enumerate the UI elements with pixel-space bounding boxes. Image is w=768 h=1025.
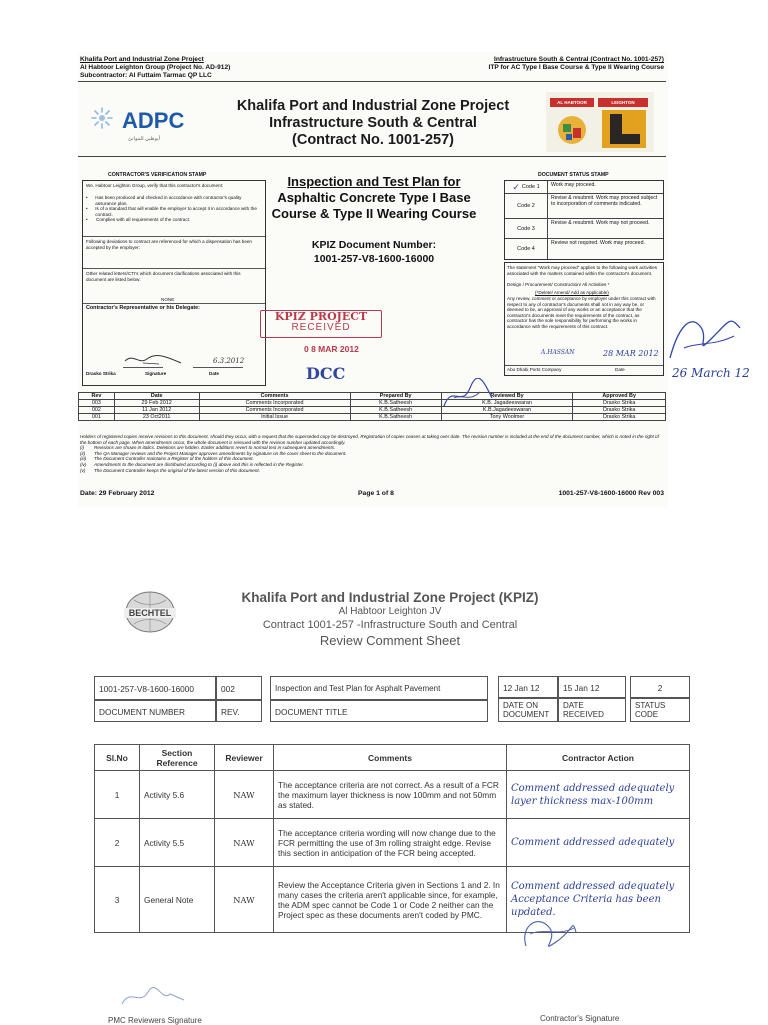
stamp-divider [83, 236, 265, 237]
revision-col-header: Reviewed By [441, 393, 573, 400]
kpiz-received-stamp [260, 310, 382, 338]
revision-notes [80, 434, 666, 473]
revision-header-row [79, 393, 666, 400]
itp-title-line: Asphaltic Concrete Type I Base [277, 190, 471, 205]
table-cell: K.B.Satheesh [350, 400, 441, 407]
comments-table [94, 744, 690, 933]
contractor-signature-label: Contractor's Signature [540, 1014, 620, 1023]
prepared-by-signature-icon [440, 378, 496, 412]
stamp-representative: Contractor's Representative or his Delegate: [86, 305, 200, 311]
signature-line [123, 367, 163, 368]
status-hand-name: A.HASSAN [541, 349, 575, 356]
doc-number-label: KPIZ Document Number: [311, 239, 437, 251]
table-cell: Comments Incorporated [199, 400, 350, 407]
status-code-label: Code 1 [521, 184, 540, 190]
table-row [79, 414, 666, 421]
comment-cell-action: Comment addressed adequately layer thickness max-100mm [507, 771, 690, 819]
contractor-verification-stamp [82, 180, 266, 386]
table-cell: Drasko Strika [573, 414, 666, 421]
checkmark-icon: ✓ [512, 181, 520, 192]
review-comment-sheet-title: Review Comment Sheet [319, 633, 461, 648]
status-sign-line [505, 365, 663, 366]
table-cell: K.B. Jagadeeswaran [441, 400, 573, 407]
bechtel-logo [120, 590, 180, 636]
kpiz-title: Khalifa Port and Industrial Zone Project (KPIZ) [241, 590, 539, 605]
table-row [79, 407, 666, 414]
revision-col-header: Approved By [573, 393, 666, 400]
comment-cell-no: 2 [95, 819, 140, 867]
project-title-line: Infrastructure South & Central [269, 115, 477, 131]
adpc-sun-icon [90, 106, 114, 130]
revision-col-header: Date [114, 393, 199, 400]
adpc-logo: ADPC [122, 108, 185, 133]
revision-note: The QA Manager reviews and the Project Manager approves amendments by signature on the cover sheet to the document. [94, 450, 347, 456]
header-left-line: Subcontractor: Al Futtaim Tarmac QP LLC [80, 72, 212, 79]
revision-note: The Document Controller keeps the original of the latest version of this document. [94, 467, 260, 473]
contractor-stamp-title: CONTRACTOR'S VERIFICATION STAMP [108, 172, 207, 178]
status-code-row [505, 181, 663, 194]
status-code-key: Code 3 [505, 219, 548, 238]
itp-title-line: Inspection and Test Plan for [287, 174, 461, 189]
document-status-stamp [504, 180, 664, 260]
footer-date: Date: 29 February 2012 [80, 490, 155, 497]
note-marker: (ii) [80, 450, 86, 456]
date-received-label: DATE RECEIVED [558, 698, 626, 722]
jv-name: Al Habtoor Leighton JV [338, 606, 442, 617]
header-left-line: Al Habtoor Leighton Group (Project No. AD-912) [80, 64, 231, 71]
status-code-cell: 2 [630, 676, 690, 698]
stamp-bullets: • Has been produced and checked in accordance with contractor's quality assurance plan. • Is of a standard that will enable the employer to accept it in accordance with the contract. • Complies with all requirements of the contract. [86, 195, 262, 223]
leighton-l-icon [602, 110, 646, 148]
header-right-line: ITP for AC Type I Base Course & Type II Wearing Course [488, 64, 664, 71]
status-code-key: Code 4 [505, 239, 548, 259]
received-stamp-dcc: DCC [306, 364, 346, 383]
footer-ref: 1001-257-V8-1600-16000 Rev 003 [558, 490, 664, 497]
comments-header-row [95, 745, 690, 771]
stamp-divider [83, 268, 265, 269]
table-row [95, 771, 690, 819]
table-cell: 11 Jan 2012 [114, 407, 199, 414]
adpc-tagline: أبوظبي للموانئ [128, 136, 161, 142]
col-header: Reviewer [215, 745, 274, 771]
comment-cell-comment: Review the Acceptance Criteria given in Sections 1 and 2. In many cases the criteria aren't applicable since, for example, the ADM spec cannot be Code 1 or Code 2 neither can the Project spec as these documents aren't coded by PMC. [274, 867, 507, 933]
table-cell: Drasko Strika [573, 400, 666, 407]
status-note: The statement "Work may proceed" applies to the following work activities associated with the matters contained within the contractor's document. [507, 265, 657, 276]
stamp-other-letters: Other related letters/CTI's which document clarifications associated with this document are listed below: [86, 271, 241, 282]
contract-line: Contract 1001-257 -Infrastructure South and Central [262, 619, 518, 631]
stamp-none: NONE [161, 297, 175, 302]
comment-cell-reviewer: NAW [215, 867, 274, 933]
table-cell: 23 Oct2011 [114, 414, 199, 421]
logo-rule [78, 156, 666, 157]
comment-cell-action: Comment addressed adequately [507, 819, 690, 867]
received-stamp-line2: RECEIVED [291, 322, 351, 333]
margin-hand-date: 26 March 12 [672, 366, 750, 380]
table-cell: Initial Issue [199, 414, 350, 421]
doc-number-cell: 1001-257-V8-1600-16000 [94, 676, 216, 700]
table-cell: 002 [79, 407, 115, 414]
status-code-text: Revise & resubmit. Work may not proceed. [551, 220, 650, 226]
revision-col-header: Prepared By [350, 393, 441, 400]
revision-col-header: Comments [199, 393, 350, 400]
date-on-document-cell: 12 Jan 12 [498, 676, 558, 698]
col-header: Contractor Action [507, 745, 690, 771]
status-note: Design / Procurement/ Construction/ All Activities * [507, 282, 610, 287]
table-cell: K.B.Satheesh [350, 407, 441, 414]
footer-page: Page 1 of 8 [358, 490, 394, 497]
status-stamp-notes [504, 262, 664, 376]
status-code-label: STATUS CODE [630, 698, 690, 722]
doc-number-label: DOCUMENT NUMBER [94, 700, 216, 722]
comment-cell-action: Comment addressed adequately Acceptance Criteria has been updated. [507, 867, 690, 933]
note-marker: (i) [80, 445, 85, 451]
itp-cover-sheet [78, 52, 668, 507]
status-code-row [505, 219, 663, 239]
comment-cell-no: 3 [95, 867, 140, 933]
signature-label: Signature [145, 371, 167, 376]
table-cell: 29 Feb 2012 [114, 400, 199, 407]
table-cell: K.B.Jagadeeswaran [441, 407, 573, 414]
table-cell: Comments Incorporated [199, 407, 350, 414]
comment-cell-section: Activity 5.6 [140, 771, 215, 819]
revision-note: Amendments to the document are distributed according to (i) above and this is reflected in the Register. [94, 461, 304, 467]
bechtel-wordmark: BECHTEL [124, 608, 176, 618]
status-code-key: Code 2 [505, 194, 548, 218]
table-cell: 001 [79, 414, 115, 421]
table-cell: 003 [79, 400, 115, 407]
doc-title-label: DOCUMENT TITLE [270, 700, 488, 722]
status-code-row [505, 239, 663, 259]
col-header: Section Reference [140, 745, 215, 771]
header-right [488, 56, 664, 72]
status-company: Abu Dhabi Ports Company [507, 367, 562, 372]
received-stamp-line1: KPIZ PROJECT [274, 310, 368, 323]
note-marker: (iv) [80, 461, 87, 467]
stamp-bullet: Is of a standard that will enable the employer to accept it in accordance with the contract. [95, 206, 257, 217]
stamp-deviations: Following deviations to contract are referenced for which a dispensation has been accepted by the employer: [86, 239, 252, 250]
header-left-line: Khalifa Port and Industrial Zone Project [80, 56, 204, 63]
table-row [95, 867, 690, 933]
date-line [193, 367, 243, 368]
note-marker: (iii) [80, 456, 87, 462]
pmc-signature-icon [118, 984, 188, 1010]
revision-table-body [79, 393, 666, 421]
status-code-text: Work may proceed. [551, 182, 596, 188]
comments-table-body [95, 771, 690, 933]
status-note: (*Delete/ Amend/ Add as Applicable) [535, 290, 609, 295]
rev-label: REV. [216, 700, 262, 722]
header-rule [78, 81, 666, 82]
revision-note: Holders of registered copies receive revisions to this document, should they occur, with a request that the superseded copy be destroyed. Registration of copies ceases at taking over date. The revision number is included at the end of the document number, which is noted in the right of the bottom of each page. When amendments occur, the whole document is reissued with the revision number updated accordingly. [80, 434, 659, 445]
contractor-signature-icon [516, 906, 580, 960]
project-title-line: Khalifa Port and Industrial Zone Project [236, 98, 510, 114]
comment-cell-section: General Note [140, 867, 215, 933]
stamp-bullet: Complies with all requirements of the contract. [96, 217, 191, 223]
status-date-label: Date [615, 367, 625, 372]
status-hand-date: 28 MAR 2012 [603, 349, 659, 358]
revision-note: The Document Controller maintains a Register of the holders of this document. [94, 456, 254, 462]
representative-hand-date: 6.3.2012 [213, 357, 245, 365]
table-row [95, 819, 690, 867]
leighton-label: LEIGHTON [598, 98, 648, 107]
date-label: Date [209, 371, 219, 376]
status-code-text: Review not required. Work may proceed. [551, 240, 645, 246]
note-marker: (v) [80, 467, 86, 473]
revision-col-header: Rev [79, 393, 115, 400]
status-code-text: Revise & resubmit. Work may proceed subject to incorporation of comments indicated. [551, 195, 658, 207]
doc-number-value: 1001-257-V8-1600-16000 [313, 253, 435, 265]
comment-cell-reviewer: NAW [215, 819, 274, 867]
stamp-divider [83, 303, 265, 304]
header-right-line: Infrastructure South & Central (Contract No. 1001-257) [493, 56, 664, 63]
col-header: Comments [274, 745, 507, 771]
comment-cell-no: 1 [95, 771, 140, 819]
stamp-bullet: Has been produced and checked in accordance with contractor's quality assurance plan. [95, 195, 242, 206]
table-cell: Tony Woolmer [441, 414, 573, 421]
habtoor-label: AL HABTOOR [550, 98, 594, 107]
itp-title [256, 174, 492, 222]
table-cell: K.B.Satheesh [350, 414, 441, 421]
received-stamp-date: 0 8 MAR 2012 [304, 344, 359, 354]
rev-cell: 002 [216, 676, 262, 700]
date-received-cell: 15 Jan 12 [558, 676, 626, 698]
itp-title-line: Course & Type II Wearing Course [271, 206, 477, 221]
status-code-key [505, 181, 548, 193]
pmc-signature-label: PMC Reviewers Signature [108, 1016, 202, 1025]
comment-cell-comment: The acceptance criteria wording will now change due to the FCR permitting the use of 3m rolling straight edge. Revise this section in anticipation of the FCR being accepted. [274, 819, 507, 867]
header-left [80, 56, 230, 80]
comment-cell-section: Activity 5.5 [140, 819, 215, 867]
table-cell: Drasko Strika [573, 407, 666, 414]
habtoor-leighton-logo [546, 92, 654, 152]
status-note: Any review, comment or acceptance by employer under this contract with respect to any of contractor's documents shall not in any way be, or deemed to be, an approval of any works or an acceptance that the contractor's documents meet the requirements of the contract, as contractor has the sole responsibility for performing the works in accordance with the requirements of this contract. [507, 296, 656, 329]
representative-name: Drasko Strika [86, 371, 116, 376]
revision-table [78, 392, 666, 421]
status-stamp-title: DOCUMENT STATUS STAMP [538, 172, 609, 178]
col-header: Sl.No [95, 745, 140, 771]
project-title-line: (Contract No. 1001-257) [292, 132, 454, 148]
date-on-document-label: DATE ON DOCUMENT [498, 698, 558, 722]
project-title [208, 98, 538, 149]
table-row [79, 400, 666, 407]
revision-note: Revisions are shown in italics. Deletions are hidden. Earlier additions revert to normal text in subsequent amendments. [94, 445, 336, 451]
stamp-intro: We, Habtoor Leighton Group, verify that this contractor's document: [86, 183, 224, 188]
representative-signature-icon [123, 351, 183, 367]
status-code-row [505, 194, 663, 219]
kpiz-document-number [256, 238, 492, 266]
comment-cell-reviewer: NAW [215, 771, 274, 819]
margin-signature-icon [664, 308, 744, 364]
comment-cell-comment: The acceptance criteria are not correct. As a result of a FCR the maximum layer thickness is now 100mm and not 50mm as stated. [274, 771, 507, 819]
habtoor-emblem-icon [554, 112, 590, 146]
doc-title-cell: Inspection and Test Plan for Asphalt Pavement [270, 676, 488, 700]
